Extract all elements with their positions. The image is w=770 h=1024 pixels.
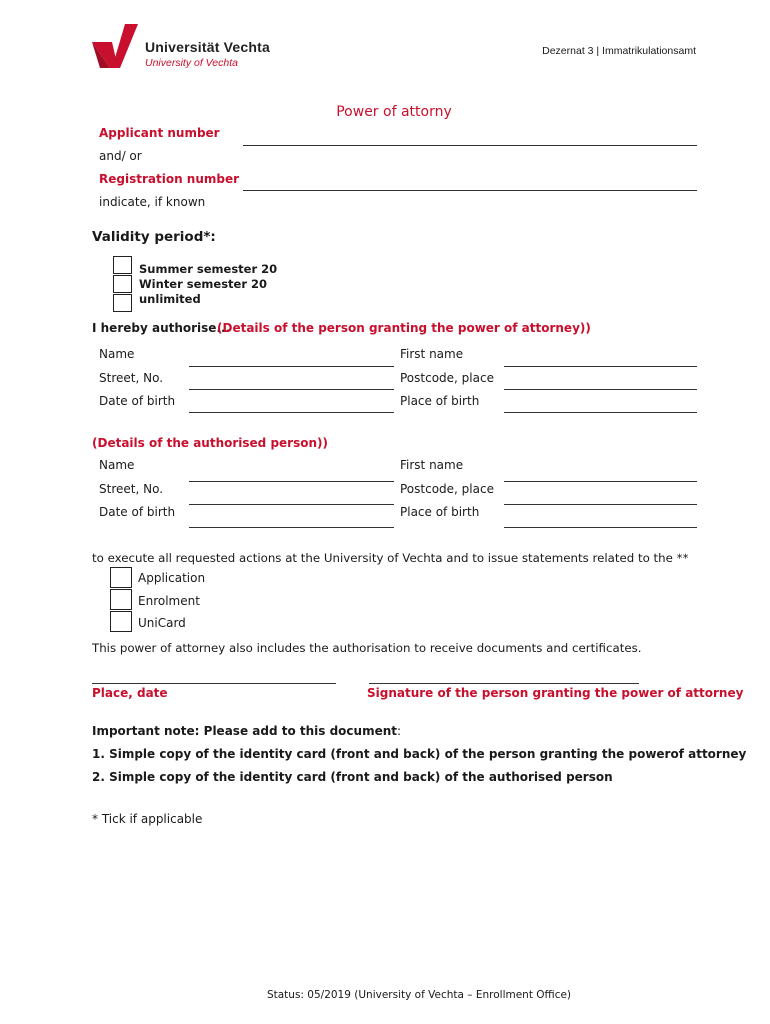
winter-semester-checkbox[interactable] xyxy=(113,275,132,293)
place-date-field[interactable] xyxy=(92,683,336,684)
granting-name-label: Name xyxy=(99,347,135,361)
granting-person-heading: (Details of the person granting the power of attorney)) xyxy=(217,321,591,335)
unlimited-label: unlimited xyxy=(139,292,201,306)
execute-text: to execute all requested actions at the University of Vechta and to issue statements related to the ** xyxy=(92,551,689,565)
registration-number-label: Registration number xyxy=(99,172,240,186)
granting-postcode-label: Postcode, place xyxy=(400,371,494,385)
validity-heading: Validity period*: xyxy=(92,229,216,245)
application-label: Application xyxy=(138,571,206,585)
note-item-2: 2. Simple copy of the identity card (front and back) of the authorised person xyxy=(92,770,613,784)
authorised-pob-field[interactable] xyxy=(504,527,697,528)
granting-first-name-label: First name xyxy=(400,347,464,361)
winter-semester-label: Winter semester 20 xyxy=(139,277,268,291)
authorised-name-label: Name xyxy=(99,458,135,472)
granting-pob-field[interactable] xyxy=(504,412,697,413)
indicate-text: indicate, if known xyxy=(99,195,206,209)
authorised-dob-field[interactable] xyxy=(189,527,394,528)
important-note-colon: : xyxy=(397,724,402,738)
university-name: Universität Vechta xyxy=(145,39,270,55)
note-item-1: 1. Simple copy of the identity card (front and back) of the person granting the powerof attorney xyxy=(92,747,747,761)
authorised-postcode-label: Postcode, place xyxy=(400,482,494,496)
footer-status: Status: 05/2019 (University of Vechta – Enrollment Office) xyxy=(266,989,572,1001)
authorised-name-field[interactable] xyxy=(189,481,394,482)
department-label: Dezernat 3 | Immatrikulationsamt xyxy=(542,45,696,57)
and-or-text: and/ or xyxy=(99,149,142,163)
summer-semester-label: Summer semester 20 xyxy=(139,262,278,276)
granting-street-label: Street, No. xyxy=(99,371,164,385)
signature-field[interactable] xyxy=(369,683,639,684)
page-title: Power of attorny xyxy=(336,104,452,120)
includes-text: This power of attorney also includes the authorisation to receive documents and certificates. xyxy=(92,641,642,655)
applicant-number-label: Applicant number xyxy=(99,126,220,140)
important-note-text: Important note: Please add to this document xyxy=(92,724,397,738)
authorised-street-field[interactable] xyxy=(189,504,394,505)
authorised-first-name-label: First name xyxy=(400,458,464,472)
authorised-postcode-field[interactable] xyxy=(504,504,697,505)
summer-semester-checkbox[interactable] xyxy=(113,256,132,274)
authorised-dob-label: Date of birth xyxy=(99,505,176,519)
authorised-person-heading: (Details of the authorised person)) xyxy=(92,436,328,450)
granting-street-field[interactable] xyxy=(189,389,394,390)
authorised-pob-label: Place of birth xyxy=(400,505,480,519)
granting-dob-label: Date of birth xyxy=(99,394,176,408)
granting-pob-label: Place of birth xyxy=(400,394,480,408)
tick-note: * Tick if applicable xyxy=(92,812,203,826)
unicard-label: UniCard xyxy=(138,616,186,630)
place-date-label: Place, date xyxy=(92,686,168,700)
applicant-number-field[interactable] xyxy=(243,145,697,146)
granting-postcode-field[interactable] xyxy=(504,389,697,390)
university-logo-icon xyxy=(92,24,142,68)
university-subtitle: University of Vechta xyxy=(145,57,238,69)
important-note-heading xyxy=(92,724,401,738)
authorised-first-name-field[interactable] xyxy=(504,481,697,482)
enrolment-checkbox[interactable] xyxy=(110,589,132,610)
enrolment-label: Enrolment xyxy=(138,594,200,608)
granting-first-name-field[interactable] xyxy=(504,366,697,367)
unicard-checkbox[interactable] xyxy=(110,611,132,632)
authorise-lead: I hereby authorise... xyxy=(92,321,231,335)
unlimited-checkbox[interactable] xyxy=(113,294,132,312)
registration-number-field[interactable] xyxy=(243,190,697,191)
authorised-street-label: Street, No. xyxy=(99,482,164,496)
granting-dob-field[interactable] xyxy=(189,412,394,413)
signature-label: Signature of the person granting the power of attorney xyxy=(367,686,744,700)
university-logo xyxy=(92,24,292,70)
granting-name-field[interactable] xyxy=(189,366,394,367)
application-checkbox[interactable] xyxy=(110,567,132,588)
